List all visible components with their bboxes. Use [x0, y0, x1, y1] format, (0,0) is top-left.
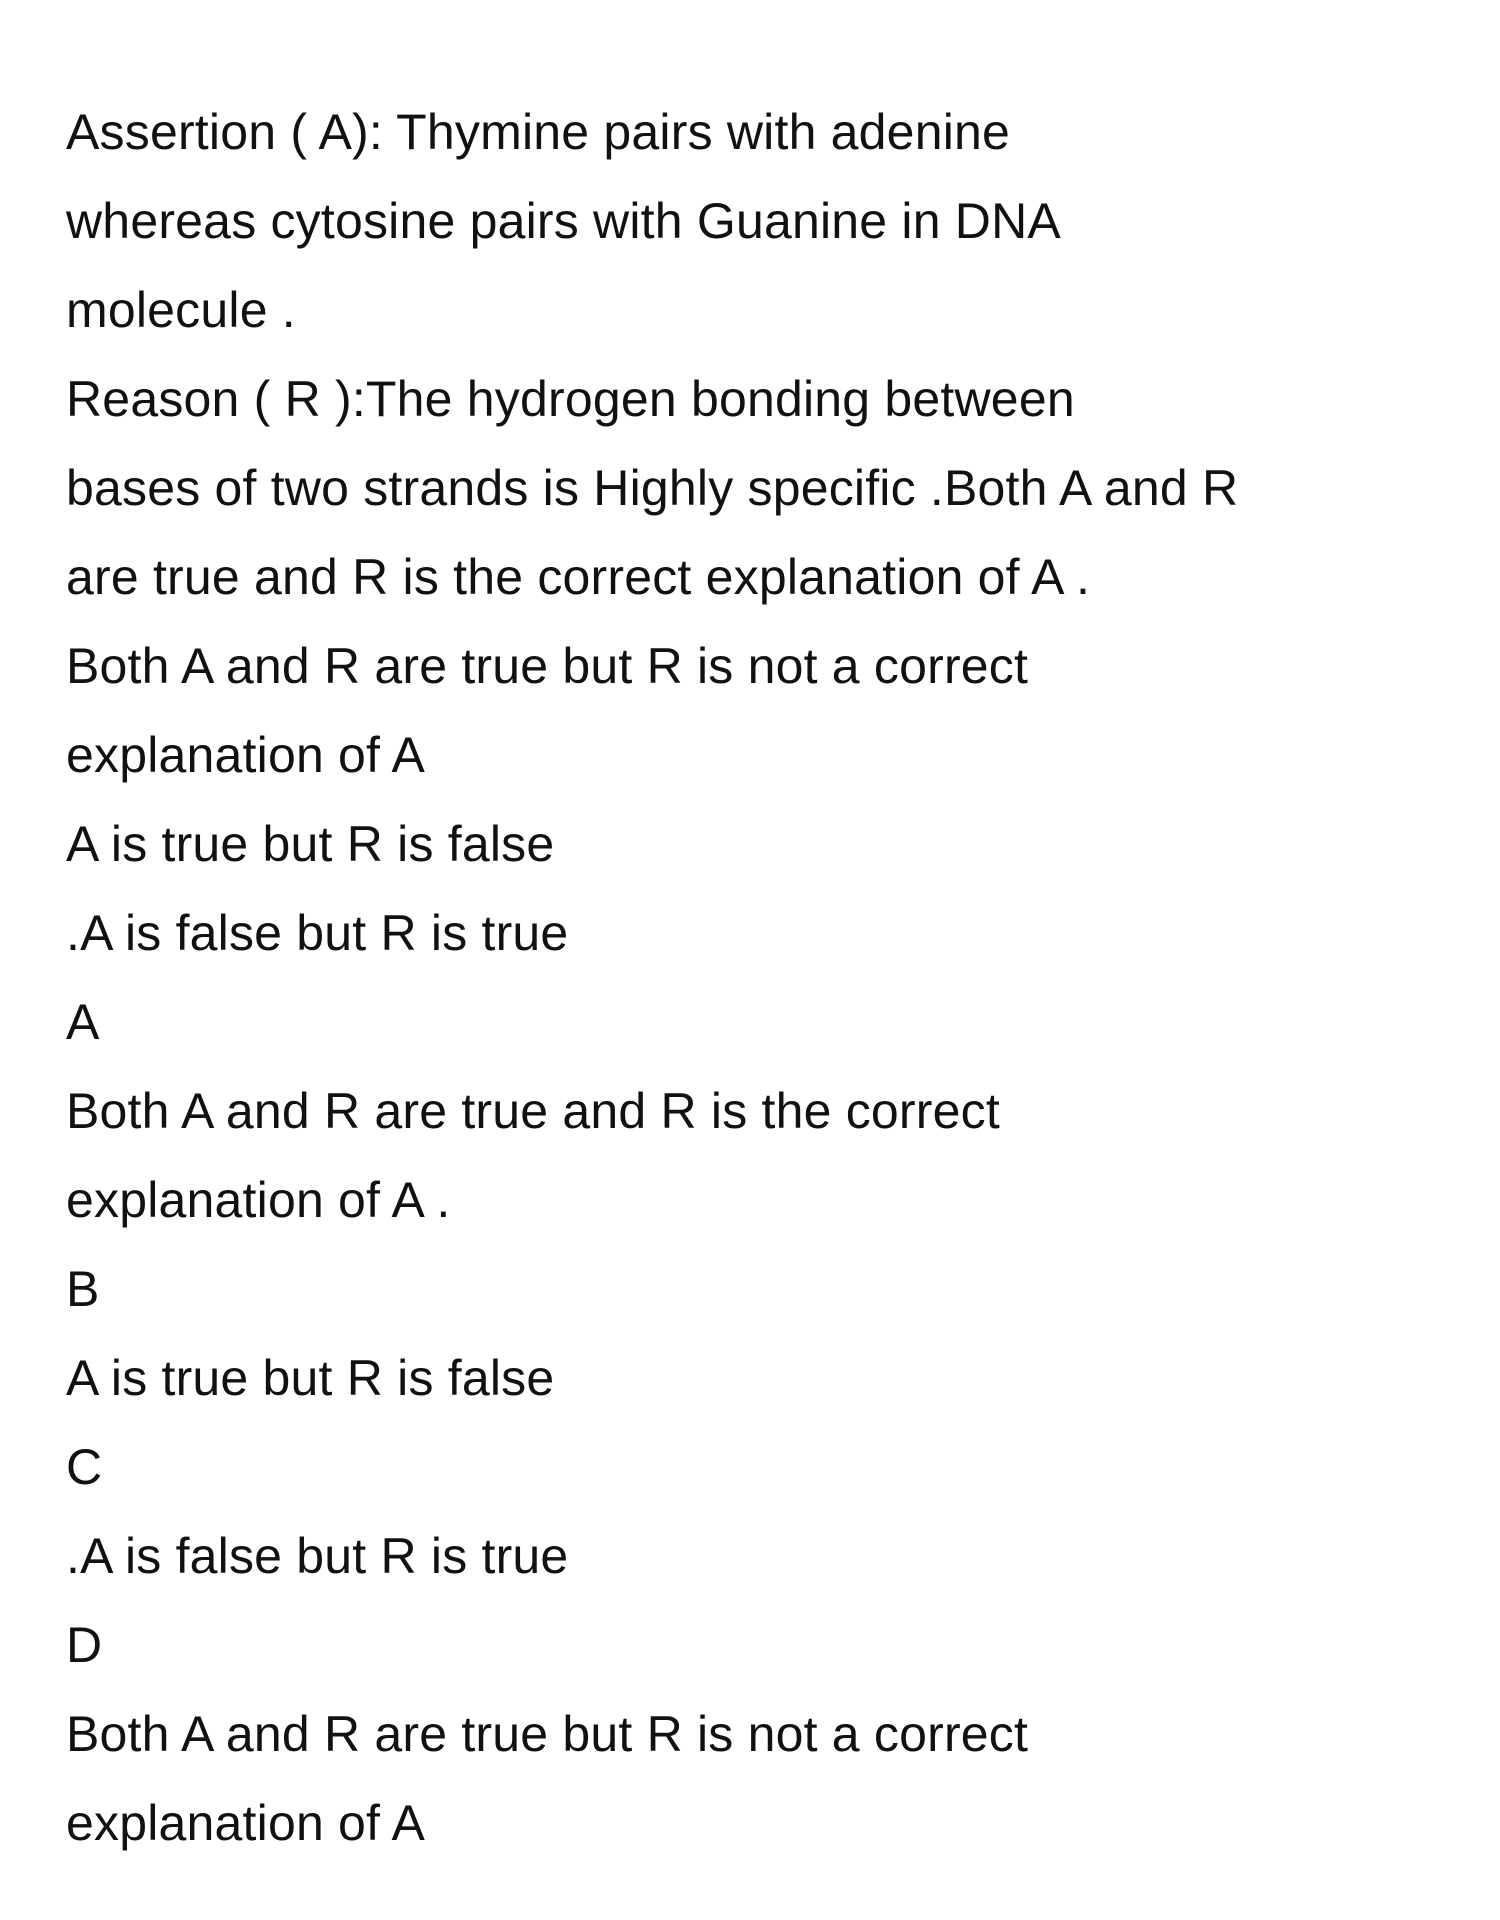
option-b[interactable]: [66, 1245, 1466, 1423]
option-letter: A: [66, 994, 100, 1050]
question-line: .A is false but R is true: [66, 905, 569, 961]
question-line: are true and R is the correct explanation of A .: [66, 549, 1091, 605]
option-text: Both A and R are true but R is not a correct: [66, 1706, 1029, 1762]
question-content: [66, 88, 1466, 1868]
question-text: [66, 88, 1466, 978]
question-line: explanation of A: [66, 727, 426, 783]
question-line: bases of two strands is Highly specific .Both A and R: [66, 460, 1239, 516]
question-line: Assertion ( A): Thymine pairs with adenine: [66, 104, 1011, 160]
question-line: whereas cytosine pairs with Guanine in DNA: [66, 193, 1061, 249]
question-line: Reason ( R ):The hydrogen bonding between: [66, 371, 1075, 427]
option-text: explanation of A: [66, 1795, 426, 1851]
option-text: explanation of A .: [66, 1172, 451, 1228]
option-letter: B: [66, 1261, 100, 1317]
option-letter: C: [66, 1439, 103, 1495]
option-letter: D: [66, 1617, 103, 1673]
option-text: Both A and R are true and R is the correct: [66, 1083, 1000, 1139]
option-text: .A is false but R is true: [66, 1528, 569, 1584]
option-c[interactable]: [66, 1423, 1466, 1601]
question-line: molecule .: [66, 282, 296, 338]
question-line: A is true but R is false: [66, 816, 555, 872]
question-line: Both A and R are true but R is not a correct: [66, 638, 1029, 694]
option-d[interactable]: [66, 1601, 1466, 1868]
option-a[interactable]: [66, 978, 1466, 1245]
option-text: A is true but R is false: [66, 1350, 555, 1406]
